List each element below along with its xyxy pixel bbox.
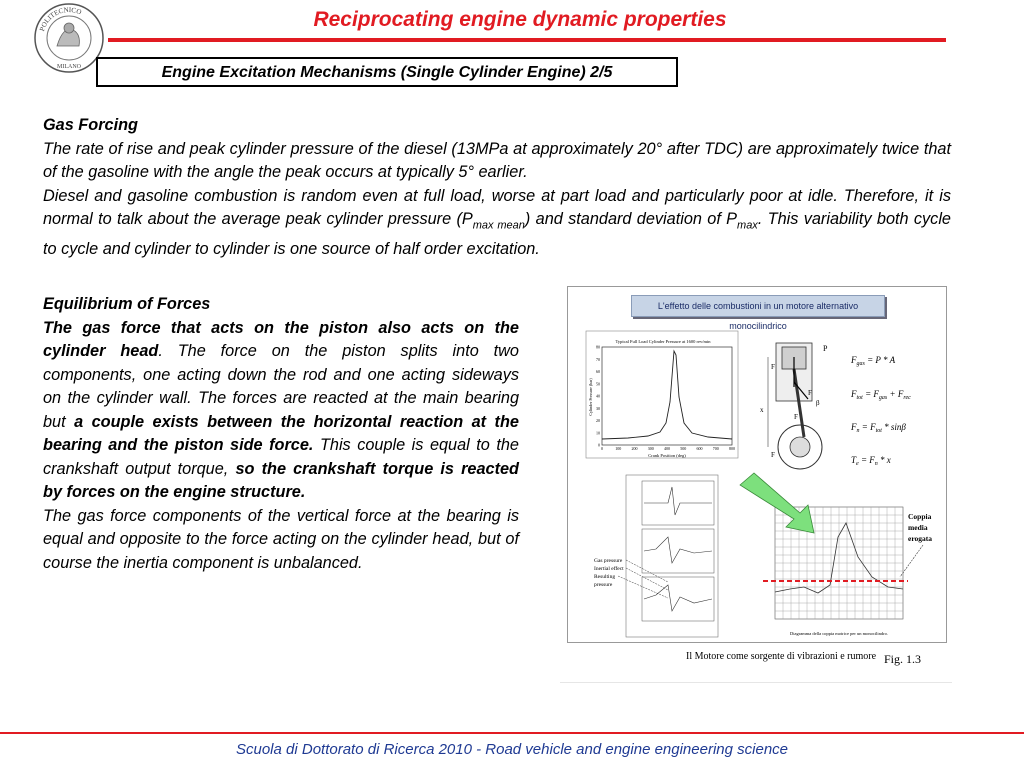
legend-resulting-2: pressure: [594, 582, 613, 588]
svg-text:Coppia: Coppia: [908, 512, 932, 521]
logo-text-top: POLITECNICO: [38, 5, 83, 33]
pressure-xtick: 700: [712, 446, 719, 451]
pressure-ytick: 70: [596, 356, 600, 362]
gas-forcing-paragraph-2: Diesel and gasoline combustion is random even at full load, worse at part load and particularly poor at idle. Therefore, it is normal to talk about the average peak cylinder pressure $(P_{max mean})$ and standard deviation of $P_{max}$. This variability both cycle to cycle and cylinder to cylinder is one source of half order excitation.: [43, 186, 951, 258]
pressure-plot-xticks: [601, 446, 735, 451]
stacked-force-plots: [626, 475, 718, 637]
subtitle-box: [96, 57, 678, 87]
equilibrium-heading: Equilibrium of Forces: [43, 295, 211, 313]
equation-2: $F_{tot} = F_{gas} + F_{rec}$: [851, 389, 911, 401]
gas-forcing-heading: Gas Forcing: [43, 116, 138, 134]
engine-figure: [567, 286, 947, 643]
pressure-ytick: 60: [596, 369, 600, 374]
equation-1: $F_{gas} = P * A$: [851, 355, 896, 367]
pressure-xtick: 600: [696, 446, 703, 451]
pressure-plot-yticks: [596, 345, 600, 448]
pressure-xtick: 500: [680, 446, 687, 451]
svg-text:erogata: erogata: [908, 534, 933, 543]
pressure-xtick: 400: [664, 446, 670, 451]
page-title: Reciprocating engine dynamic properties: [313, 8, 727, 31]
crank-mechanism-drawing: [760, 343, 828, 469]
equilibrium-section: [43, 293, 519, 575]
mech-label-x: x: [760, 406, 764, 414]
equilibrium-paragraph-1: The gas force that acts on the piston also acts on the cylinder head. The force on the piston splits into two components, one acting down the rod and one acting sideways on the cylinder wall. The forces are reacted at the main bearing but a couple exists between the horizontal reaction at the bearing and the piston side force. This couple is equal to the crankshaft output torque, so the crankshaft torque is reacted by forces on the engine structure.: [43, 318, 519, 501]
footer: Scuola di Dottorato di Ricerca 2010 - Road vehicle and engine engineering science: [235, 741, 788, 758]
pressure-curve: [602, 351, 732, 439]
pressure-ytick: 80: [596, 344, 600, 350]
legend-gas-pressure: Gas pressure: [594, 558, 623, 564]
pressure-ytick: 50: [596, 381, 600, 387]
equation-3: $F_n = F_{tot} * \sin\beta$: [851, 422, 906, 434]
pressure-xtick: 800: [729, 446, 735, 451]
section-subtitle: Engine Excitation Mechanisms (Single Cylinder Engine) 2/5: [161, 64, 613, 81]
mech-label-f1: F: [771, 363, 775, 371]
pressure-ytick: 10: [596, 430, 600, 436]
coppia-label: [900, 512, 932, 577]
mech-label-p: P: [823, 344, 828, 353]
mech-label-f2: F: [808, 389, 812, 397]
svg-text:media: media: [908, 523, 928, 532]
pressure-xtick: 0: [601, 446, 603, 451]
force-equations: [850, 355, 911, 467]
pressure-ytick: 0: [598, 442, 600, 448]
pressure-xtick: 300: [647, 446, 654, 451]
torque-chart-caption: Diagramma della coppia motrice per un monocilindro.: [789, 631, 889, 636]
pressure-xtick: 200: [631, 446, 638, 451]
pressure-plot-xlabel: Crank Position (deg): [648, 453, 686, 458]
pressure-plot-area: [602, 347, 732, 445]
equilibrium-paragraph-2: The gas force components of the vertical force at the bearing is equal and opposite to the force acting on the cylinder head, but of course the inertia component is unbalanced.: [43, 506, 519, 572]
footer-rule: [0, 732, 1024, 734]
gas-forcing-paragraph-1: The rate of rise and peak cylinder pressure of the diesel (13MPa at approximately 20° after TDC) are approximately twice that of the gasoline with the angle the peak occurs at typically 5° earlier.: [43, 139, 951, 181]
pressure-xtick: 100: [615, 446, 622, 451]
legend-resulting-1: Resulting: [594, 574, 616, 580]
pressure-ytick: 20: [596, 418, 600, 423]
figure-note: Il Motore come sorgente di vibrazioni e rumore: [686, 651, 877, 662]
mech-label-f3: F: [794, 413, 798, 421]
pressure-plot-ylabel: Cylinder Pressure (bar): [588, 378, 593, 416]
figure-caption-bar: L'effetto delle combustioni in un motore alternativo monocilindrico: [631, 295, 885, 317]
title-underline: [108, 38, 946, 42]
equation-4: $T_e = F_n * x$: [851, 455, 891, 467]
figure-divider: [560, 682, 952, 683]
gas-forcing-section: [43, 114, 951, 261]
legend-inertial-effect: Inertial effect: [594, 566, 624, 572]
politecnico-logo: [33, 2, 105, 74]
mech-label-f4: F: [771, 451, 775, 459]
mech-label-beta: β: [816, 399, 820, 407]
torque-chart: [763, 507, 908, 636]
figure-graphics: [568, 287, 946, 642]
pressure-ytick: 40: [596, 393, 600, 399]
pressure-ytick: 30: [596, 405, 600, 411]
figure-label: Fig. 1.3: [884, 652, 922, 666]
logo-text-bottom: MILANO: [57, 64, 81, 70]
pressure-plot-title: Typical Full Load Cylinder Pressure at 1600 rev/min: [615, 339, 711, 344]
